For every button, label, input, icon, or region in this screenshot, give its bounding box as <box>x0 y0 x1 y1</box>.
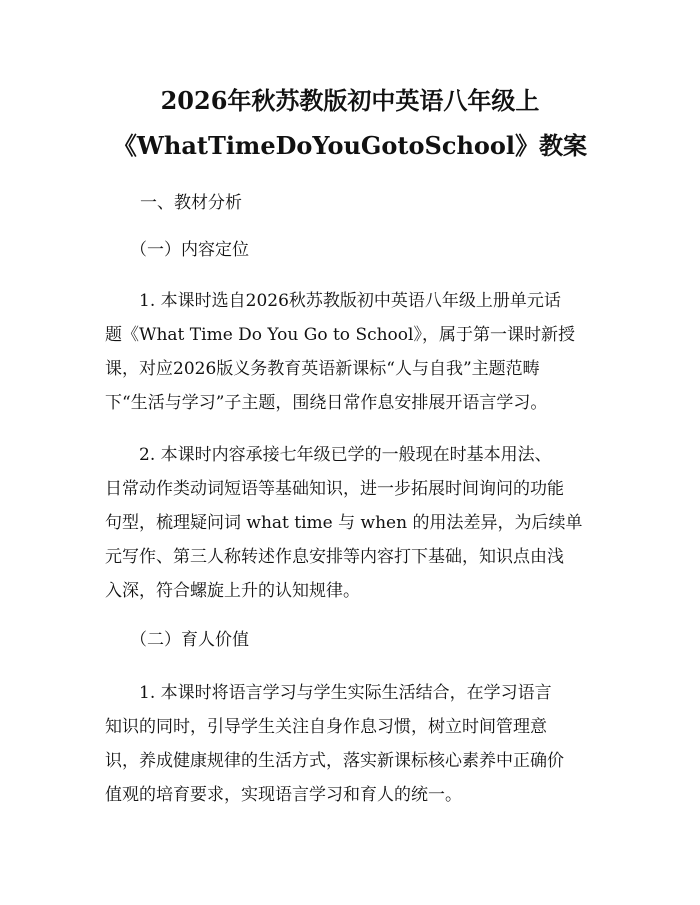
paragraph-line: 知识的同时，引导学生关注自身作息习惯，树立时间管理意 <box>105 717 547 737</box>
paragraph-line: 题《What Time Do You Go to School》，属于第一课时新授 <box>105 325 575 345</box>
document-title-line-1: 2026年秋苏教版初中英语八年级上 <box>160 86 540 115</box>
paragraph-line: 识，养成健康规律的生活方式，落实新课标核心素养中正确价 <box>105 751 564 771</box>
paragraph-line: 句型，梳理疑问词 what time 与 when 的用法差异，为后续单 <box>105 513 583 533</box>
paragraph-line: 下“生活与学习”子主题，围绕日常作息安排展开语言学习。 <box>105 393 548 413</box>
document-title-line-2: 《WhatTimeDoYouGotoSchool》教案 <box>112 131 588 160</box>
paragraph-line: 课，对应2026版义务教育英语新课标“人与自我”主题范畴 <box>105 359 540 379</box>
paragraph-educational-value-1 <box>105 676 605 812</box>
paragraph-line: 日常动作类动词短语等基础知识，进一步拓展时间询问的功能 <box>105 479 564 499</box>
section-heading-teaching-material-analysis: 一、教材分析 <box>140 193 242 213</box>
paragraph-line: 值观的培育要求，实现语言学习和育人的统一。 <box>105 785 462 805</box>
paragraph-content-positioning-1 <box>105 284 605 420</box>
paragraph-line: 1. 本课时选自2026秋苏教版初中英语八年级上册单元话 <box>139 291 561 311</box>
subsection-heading-content-positioning: （一）内容定位 <box>130 240 249 260</box>
paragraph-content-positioning-2 <box>105 438 605 608</box>
paragraph-line: 1. 本课时将语言学习与学生实际生活结合，在学习语言 <box>139 683 552 703</box>
paragraph-line: 2. 本课时内容承接七年级已学的一般现在时基本用法、 <box>139 445 552 465</box>
subsection-heading-educational-value: （二）育人价值 <box>130 630 249 650</box>
paragraph-line: 入深，符合螺旋上升的认知规律。 <box>105 581 360 601</box>
paragraph-line: 元写作、第三人称转述作息安排等内容打下基础，知识点由浅 <box>105 547 564 567</box>
